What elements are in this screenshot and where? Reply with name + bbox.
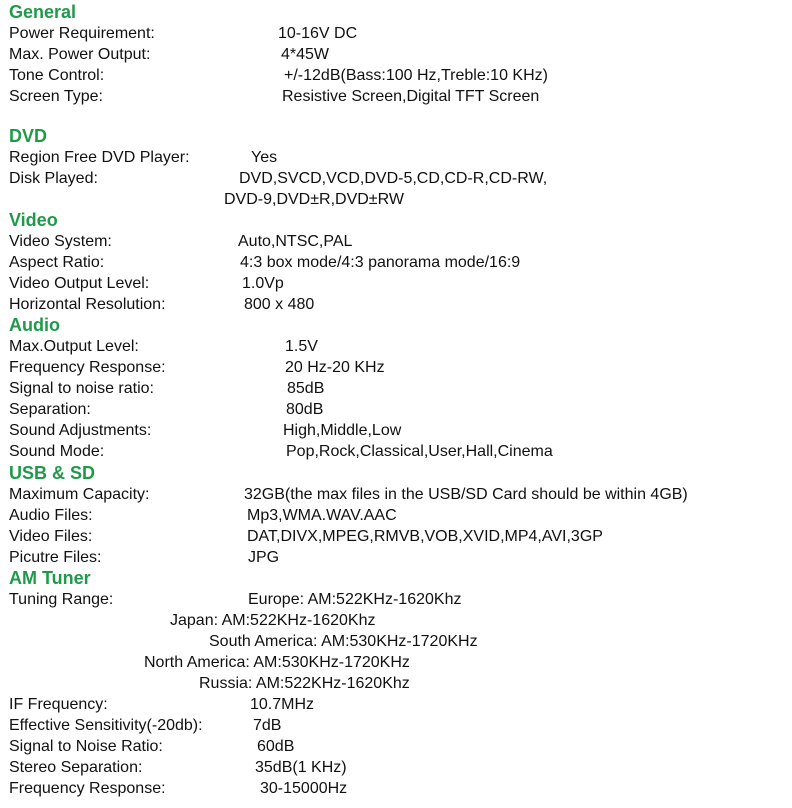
spec-label: Separation: [9, 401, 91, 418]
spec-label: Sound Adjustments: [9, 422, 152, 439]
spec-value: 60dB [257, 738, 295, 755]
spec-value: South America: AM:530KHz-1720KHz [209, 633, 478, 650]
spec-value: Japan: AM:522KHz-1620Khz [170, 612, 376, 629]
section-heading-audio: Audio [9, 315, 60, 335]
spec-label: Stereo Separation: [9, 759, 143, 776]
spec-label: Video System: [9, 233, 112, 250]
spec-label: Max.Output Level: [9, 338, 139, 355]
spec-value: 80dB [286, 401, 324, 418]
spec-label: Power Requirement: [9, 25, 155, 42]
spec-value: 7dB [253, 717, 282, 734]
section-heading-dvd: DVD [9, 126, 48, 146]
spec-label: Disk Played: [9, 170, 98, 187]
spec-value: 35dB(1 KHz) [255, 759, 347, 776]
spec-value: 1.0Vp [242, 275, 284, 292]
section-heading-video: Video [9, 210, 58, 230]
spec-value: Resistive Screen,Digital TFT Screen [282, 88, 540, 105]
spec-value: Yes [251, 149, 278, 166]
section-heading-am-tuner: AM Tuner [9, 568, 91, 588]
spec-label: Aspect Ratio: [9, 254, 105, 271]
spec-label: Tone Control: [9, 67, 105, 84]
spec-value: 10-16V DC [278, 25, 358, 42]
spec-value: 1.5V [285, 338, 318, 355]
spec-value: 800 x 480 [244, 296, 315, 313]
spec-label: IF Frequency: [9, 696, 108, 713]
spec-value: +/-12dB(Bass:100 Hz,Treble:10 KHz) [284, 67, 548, 84]
spec-value: 85dB [287, 380, 325, 397]
spec-value: 32GB(the max files in the USB/SD Card should be within 4GB) [244, 486, 688, 503]
spec-value: Russia: AM:522KHz-1620Khz [199, 675, 410, 692]
spec-value: DVD,SVCD,VCD,DVD-5,CD,CD-R,CD-RW, [239, 170, 548, 187]
spec-label: Video Output Level: [9, 275, 150, 292]
spec-value: North America: AM:530KHz-1720KHz [144, 654, 410, 671]
spec-label: Signal to Noise Ratio: [9, 738, 163, 755]
spec-label: Audio Files: [9, 507, 93, 524]
spec-label: Tuning Range: [9, 591, 114, 608]
spec-value: Pop,Rock,Classical,User,Hall,Cinema [286, 443, 553, 460]
spec-value: 4:3 box mode/4:3 panorama mode/16:9 [240, 254, 521, 271]
spec-value: Auto,NTSC,PAL [238, 233, 353, 250]
spec-value: DAT,DIVX,MPEG,RMVB,VOB,XVID,MP4,AVI,3GP [247, 528, 603, 545]
spec-label: Maximum Capacity: [9, 486, 150, 503]
spec-value: High,Middle,Low [283, 422, 402, 439]
spec-label: Video Files: [9, 528, 93, 545]
spec-label: Frequency Response: [9, 780, 166, 797]
spec-value: Europe: AM:522KHz-1620Khz [248, 591, 462, 608]
spec-value: 10.7MHz [250, 696, 315, 713]
spec-value: 4*45W [281, 46, 330, 63]
spec-label: Picutre Files: [9, 549, 102, 566]
section-heading-general: General [9, 2, 77, 22]
spec-value: 30-15000Hz [260, 780, 348, 797]
spec-value: DVD-9,DVD±R,DVD±RW [224, 191, 404, 208]
spec-value: Mp3,WMA.WAV.AAC [247, 507, 397, 524]
spec-label: Effective Sensitivity(-20db): [9, 717, 203, 734]
spec-label: Screen Type: [9, 88, 103, 105]
spec-label: Frequency Response: [9, 359, 166, 376]
spec-label: Region Free DVD Player: [9, 149, 190, 166]
spec-label: Signal to noise ratio: [9, 380, 154, 397]
spec-value: 20 Hz-20 KHz [285, 359, 385, 376]
spec-label: Sound Mode: [9, 443, 105, 460]
spec-label: Horizontal Resolution: [9, 296, 166, 313]
spec-value: JPG [248, 549, 280, 566]
section-heading-usb-sd: USB & SD [9, 463, 96, 483]
spec-label: Max. Power Output: [9, 46, 151, 63]
